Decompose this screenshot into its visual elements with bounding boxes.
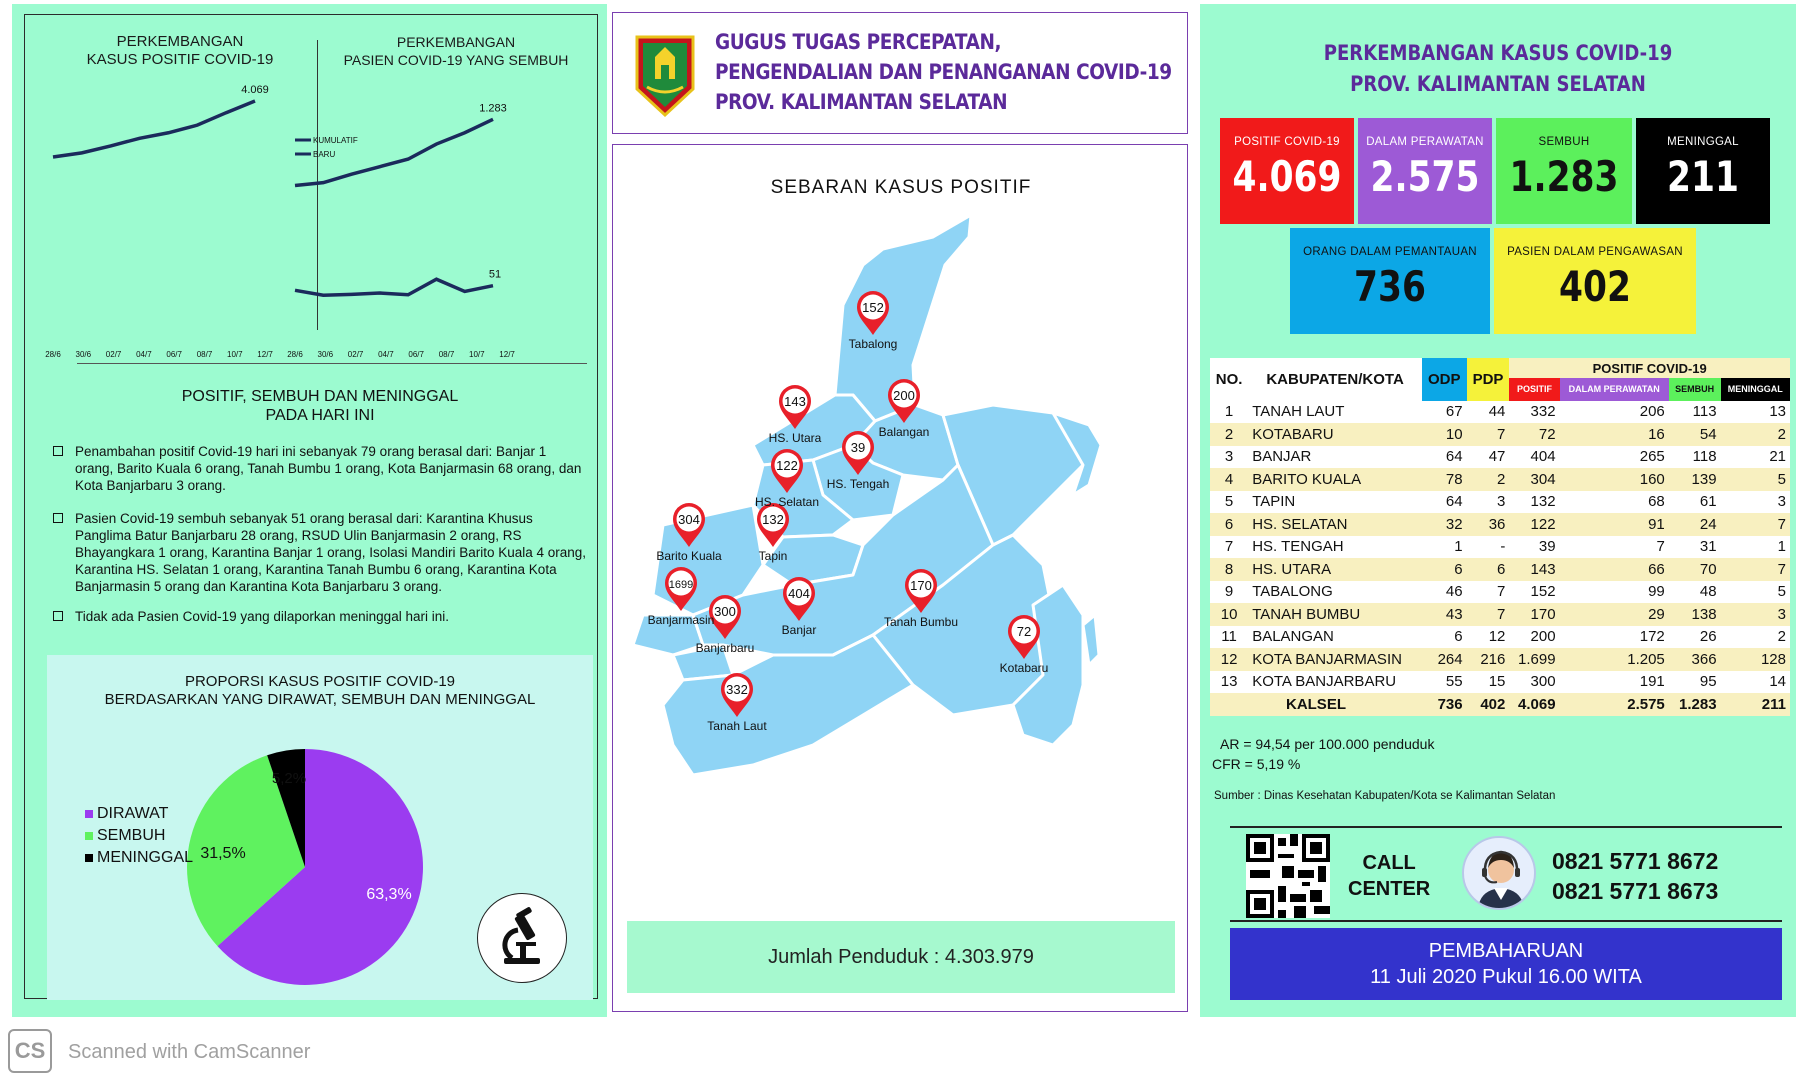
pie-legend-label: MENINGGAL bbox=[97, 849, 194, 866]
pie-legend-label: SEMBUH bbox=[97, 827, 166, 844]
table-cell: 332 bbox=[1530, 403, 1556, 421]
pin-label: Barito Kuala bbox=[656, 549, 722, 563]
table-cell: 1.205 bbox=[1627, 650, 1665, 668]
bullet-item bbox=[53, 608, 588, 625]
pin-label: HS. Utara bbox=[768, 431, 822, 445]
task-force-header bbox=[612, 12, 1188, 134]
recovered-new-line bbox=[295, 279, 493, 295]
table-cell: 99 bbox=[1648, 583, 1665, 601]
contact-divider-bottom bbox=[1230, 920, 1782, 922]
table-cell: 10 bbox=[1220, 605, 1238, 623]
table-cell: 47 bbox=[1488, 448, 1506, 466]
table-cell: 67 bbox=[1445, 403, 1463, 421]
col-header-positive: POSITIF bbox=[1509, 378, 1559, 401]
table-cell: 6 bbox=[1224, 515, 1234, 533]
x-tick-label: 30/6 bbox=[317, 350, 334, 359]
pie-legend bbox=[85, 803, 193, 869]
x-tick-label: 28/6 bbox=[287, 350, 303, 359]
phone-numbers bbox=[1552, 846, 1718, 906]
table-row bbox=[1210, 626, 1790, 649]
table-cell: 13 bbox=[1220, 673, 1238, 691]
table-cell: 78 bbox=[1445, 470, 1463, 488]
table-cell: HS. SELATAN bbox=[1252, 515, 1348, 533]
positive-end-label: 4.069 bbox=[241, 83, 269, 96]
table-cell: 9 bbox=[1224, 583, 1234, 601]
table-row bbox=[1210, 446, 1790, 469]
table-row bbox=[1210, 671, 1790, 694]
table-cell: 29 bbox=[1648, 605, 1665, 623]
table-total-cell: 736 bbox=[1422, 693, 1467, 716]
table-cell: 132 bbox=[1530, 493, 1556, 511]
table-cell: 95 bbox=[1699, 673, 1717, 691]
district-table bbox=[1210, 358, 1790, 716]
camscanner-logo: CS bbox=[8, 1029, 52, 1073]
line-charts bbox=[25, 15, 599, 375]
table-cell: 128 bbox=[1760, 650, 1786, 668]
call-center-label bbox=[1348, 850, 1430, 902]
table-cell: 64 bbox=[1445, 448, 1463, 466]
table-cell: BALANGAN bbox=[1252, 628, 1334, 646]
positive-trend-title-line2: KASUS POSITIF COVID-19 bbox=[86, 51, 274, 68]
map-region-laut-island bbox=[1083, 615, 1099, 665]
table-total-cell: 402 bbox=[1467, 693, 1510, 716]
table-cell: 11 bbox=[1221, 628, 1237, 646]
province-title bbox=[1242, 38, 1755, 100]
table-cell: 72 bbox=[1538, 425, 1556, 443]
table-cell: 143 bbox=[1530, 560, 1556, 578]
table-cell: KOTABARU bbox=[1252, 425, 1334, 443]
table-row bbox=[1210, 558, 1790, 581]
table-cell: 2 bbox=[1777, 628, 1786, 646]
table-cell: 32 bbox=[1445, 515, 1463, 533]
table-cell: HS. TENGAH bbox=[1252, 538, 1344, 556]
table-row bbox=[1210, 648, 1790, 671]
table-cell: 191 bbox=[1639, 673, 1665, 691]
table-cell: 10 bbox=[1445, 425, 1463, 443]
task-force-title-line1: GUGUS TUGAS PERCEPATAN, bbox=[715, 30, 1002, 54]
table-cell: 264 bbox=[1437, 650, 1463, 668]
pie-legend-swatch bbox=[85, 854, 93, 862]
pin-label: Tabalong bbox=[848, 337, 898, 351]
table-cell: 2 bbox=[1777, 425, 1786, 443]
stat-odp bbox=[1290, 228, 1490, 334]
table-cell: KOTA BANJARBARU bbox=[1252, 673, 1397, 691]
table-total-cell: 4.069 bbox=[1509, 693, 1559, 716]
table-cell: 64 bbox=[1445, 493, 1463, 511]
line-chart-baseline bbox=[77, 363, 587, 364]
pie-title-line1: PROPORSI KASUS POSITIF COVID-19 bbox=[184, 673, 456, 690]
qr-code-icon[interactable] bbox=[1246, 834, 1330, 918]
col-header-district: KABUPATEN/KOTA bbox=[1266, 370, 1404, 388]
table-cell: 5 bbox=[1777, 583, 1786, 601]
pin-value: 332 bbox=[726, 682, 748, 697]
x-tick-label: 06/7 bbox=[166, 350, 182, 359]
pin-value: 72 bbox=[1016, 624, 1032, 639]
stat-recovered bbox=[1496, 118, 1632, 224]
table-cell: 91 bbox=[1648, 515, 1665, 533]
phone-number[interactable]: 0821 5771 8673 bbox=[1552, 878, 1719, 904]
table-cell: 300 bbox=[1530, 673, 1556, 691]
task-force-title bbox=[715, 27, 1172, 117]
today-title bbox=[45, 387, 595, 425]
table-cell: 16 bbox=[1648, 425, 1665, 443]
stat-treated bbox=[1358, 118, 1492, 224]
call-center-line2: CENTER bbox=[1348, 878, 1431, 900]
recovered-new-end-label: 51 bbox=[488, 268, 502, 281]
stat-treated-value: 2.575 bbox=[1370, 152, 1480, 201]
recovered-trend-title-line1: PERKEMBANGAN bbox=[396, 34, 516, 50]
case-fatality-rate: CFR = 5,19 % bbox=[1212, 756, 1301, 772]
bullet-text: Penambahan positif Covid-19 hari ini sebanyak 79 orang berasal dari: Banjar 1 orang, Barito Kuala 6 orang, Tanah Bumbu 1 orang, Kota Banjarmasin 68 orang, dan Kota Banjarbaru 3 orang. bbox=[75, 444, 582, 493]
pin-value: 152 bbox=[862, 300, 884, 315]
pie-legend-item bbox=[85, 825, 193, 847]
pin-value: 122 bbox=[776, 458, 798, 473]
table-cell: - bbox=[1500, 538, 1506, 556]
table-cell: 70 bbox=[1699, 560, 1717, 578]
table-cell: 304 bbox=[1530, 470, 1556, 488]
col-header-odp: ODP bbox=[1422, 358, 1467, 401]
right-panel bbox=[1200, 4, 1796, 1017]
pin-label: HS. Selatan bbox=[754, 495, 820, 509]
table-cell: 3 bbox=[1497, 493, 1506, 511]
stat-pdp-label: PASIEN DALAM PENGAWASAN bbox=[1507, 246, 1683, 258]
x-tick-label: 04/7 bbox=[136, 350, 152, 359]
table-cell: 5 bbox=[1224, 493, 1234, 511]
table-cell: 13 bbox=[1769, 403, 1786, 421]
table-cell: 139 bbox=[1691, 470, 1717, 488]
table-cell: 1.699 bbox=[1518, 650, 1556, 668]
attack-rate: AR = 94,54 per 100.000 penduduk bbox=[1220, 736, 1435, 752]
col-header-treated: DALAM PERAWATAN bbox=[1560, 378, 1669, 401]
stat-odp-label: ORANG DALAM PEMANTAUAN bbox=[1303, 246, 1477, 258]
table-cell: 6 bbox=[1454, 560, 1463, 578]
table-total-cell: 1.283 bbox=[1669, 693, 1721, 716]
table-cell: 170 bbox=[1530, 605, 1556, 623]
x-tick-label: 02/7 bbox=[347, 350, 364, 359]
population-label: Jumlah Penduduk : 4.303.979 bbox=[627, 921, 1175, 993]
pin-label: Tapin bbox=[758, 549, 788, 563]
pin-value: 200 bbox=[893, 388, 915, 403]
pin-label: Banjarbaru bbox=[695, 641, 755, 655]
pin-label: Tanah Laut bbox=[707, 719, 767, 733]
table-cell: 113 bbox=[1692, 403, 1717, 421]
pin-value: 143 bbox=[784, 394, 806, 409]
table-cell: 66 bbox=[1648, 560, 1665, 578]
table-cell: 6 bbox=[1497, 560, 1506, 578]
table-cell: 7 bbox=[1656, 538, 1665, 556]
table-cell: 6 bbox=[1454, 628, 1463, 646]
pin-label: Banjar bbox=[781, 623, 817, 637]
checkbox-bullet-icon bbox=[53, 446, 63, 456]
table-row bbox=[1210, 603, 1790, 626]
table-cell: 14 bbox=[1769, 673, 1786, 691]
table-cell: 26 bbox=[1699, 628, 1717, 646]
bullet-text: Pasien Covid-19 sembuh sebanyak 51 orang berasal dari: Karantina Khusus Panglima Batur Banjarbaru 28 orang, RSUD Ulin Banjarmasin 2 orang, RS Bhayangkara 1 orang, Karantina Banjar 1 orang, Isolasi Mandiri Barito Kuala 4 orang, Karantina HS. Selatan 1 orang, Karantina Tanah Bumbu 6 orang, Karantina Kota Banjarmasin 5 orang dan Karantina Kota Banjarbaru 3 orang. bbox=[75, 511, 587, 594]
recovered-end-label: 1.283 bbox=[479, 102, 507, 115]
legend-label: KUMULATIF bbox=[313, 136, 358, 145]
table-row bbox=[1210, 468, 1790, 491]
stat-pdp bbox=[1494, 228, 1696, 334]
pin-label: Kotabaru bbox=[999, 661, 1049, 675]
table-cell: 152 bbox=[1530, 583, 1556, 601]
stat-pdp-value: 402 bbox=[1559, 262, 1631, 311]
table-cell: 2 bbox=[1224, 425, 1234, 443]
table-cell: 3 bbox=[1777, 605, 1786, 623]
table-cell: 366 bbox=[1691, 650, 1717, 668]
province-title-line1: PERKEMBANGAN KASUS COVID-19 bbox=[1323, 41, 1673, 65]
phone-number[interactable]: 0821 5771 8672 bbox=[1552, 848, 1719, 874]
pie-label-meninggal: 5,2% bbox=[271, 770, 307, 787]
table-cell: TABALONG bbox=[1252, 583, 1333, 601]
table-cell: 200 bbox=[1530, 628, 1556, 646]
table-cell: 118 bbox=[1692, 448, 1717, 466]
table-cell: 7 bbox=[1777, 560, 1786, 578]
table-cell: BARITO KUALA bbox=[1252, 470, 1362, 488]
table-cell: 1 bbox=[1454, 538, 1463, 556]
distribution-map-panel bbox=[612, 144, 1188, 1012]
task-force-title-line2: PENGENDALIAN DAN PENANGANAN COVID-19 bbox=[715, 60, 1172, 84]
table-cell: TAPIN bbox=[1252, 493, 1296, 511]
table-cell: 160 bbox=[1639, 470, 1665, 488]
stat-deaths-label: MENINGGAL bbox=[1667, 136, 1739, 148]
pin-value: 304 bbox=[678, 512, 700, 527]
table-row bbox=[1210, 423, 1790, 446]
provincial-emblem-icon bbox=[633, 31, 697, 119]
bullet-item bbox=[53, 443, 588, 494]
table-cell: 21 bbox=[1769, 448, 1786, 466]
microscope-icon bbox=[477, 893, 567, 983]
table-cell: KOTA BANJARMASIN bbox=[1252, 650, 1402, 668]
stat-treated-label: DALAM PERAWATAN bbox=[1366, 136, 1484, 148]
x-tick-label: 28/6 bbox=[45, 350, 61, 359]
table-cell: 8 bbox=[1224, 560, 1234, 578]
x-tick-label: 12/7 bbox=[499, 350, 515, 359]
table-cell: 3 bbox=[1224, 448, 1234, 466]
table-cell: 216 bbox=[1480, 650, 1506, 668]
stat-positive-value: 4.069 bbox=[1232, 152, 1342, 201]
pin-value: 170 bbox=[910, 578, 932, 593]
table-cell: HS. UTARA bbox=[1252, 560, 1332, 578]
pie-legend-swatch bbox=[85, 810, 93, 818]
table-cell: BANJAR bbox=[1252, 448, 1312, 466]
pin-label: Balangan bbox=[878, 425, 930, 439]
table-cell: 12 bbox=[1488, 628, 1506, 646]
update-datetime: 11 Juli 2020 Pukul 16.00 WITA bbox=[1370, 966, 1642, 988]
stat-positive bbox=[1220, 118, 1354, 224]
positive-trend-title-line1: PERKEMBANGAN bbox=[116, 33, 244, 50]
table-total-cell: 2.575 bbox=[1560, 693, 1669, 716]
province-map bbox=[613, 145, 1189, 915]
table-cell: TANAH LAUT bbox=[1252, 403, 1345, 421]
stat-recovered-label: SEMBUH bbox=[1538, 136, 1590, 148]
pin-value: 1699 bbox=[668, 579, 694, 591]
table-cell: 54 bbox=[1699, 425, 1717, 443]
update-label: PEMBAHARUAN bbox=[1428, 940, 1584, 962]
pie-label-dirawat: 63,3% bbox=[366, 886, 412, 903]
stat-deaths bbox=[1636, 118, 1770, 224]
table-row bbox=[1210, 536, 1790, 559]
pin-label: HS. Tengah bbox=[826, 477, 890, 491]
pie-section bbox=[47, 655, 593, 1000]
x-tick-label: 10/7 bbox=[227, 350, 243, 359]
stat-positive-label: POSITIF COVID-19 bbox=[1234, 136, 1340, 148]
pin-label: Banjarmasin bbox=[647, 613, 715, 627]
col-header-no: NO. bbox=[1215, 370, 1243, 388]
today-title-line1: POSITIF, SEMBUH DAN MENINGGAL bbox=[181, 388, 459, 405]
pie-legend-item bbox=[85, 803, 193, 825]
headset-agent-icon bbox=[1462, 836, 1536, 910]
data-source: Sumber : Dinas Kesehatan Kabupaten/Kota se Kalimantan Selatan bbox=[1214, 790, 1556, 802]
table-cell: 122 bbox=[1530, 515, 1556, 533]
table-row bbox=[1210, 491, 1790, 514]
table-cell: 24 bbox=[1699, 515, 1717, 533]
call-center-line1: CALL bbox=[1362, 852, 1416, 874]
table-cell: 12 bbox=[1220, 650, 1238, 668]
province-title-line2: PROV. KALIMANTAN SELATAN bbox=[1350, 72, 1646, 96]
stat-recovered-value: 1.283 bbox=[1509, 152, 1619, 201]
pie-legend-swatch bbox=[85, 832, 93, 840]
table-total-label: KALSEL bbox=[1210, 693, 1422, 716]
table-row bbox=[1210, 581, 1790, 604]
table-cell: 206 bbox=[1639, 403, 1665, 421]
col-header-deaths: MENINGGAL bbox=[1721, 378, 1790, 401]
bullet-item bbox=[53, 510, 588, 595]
table-row bbox=[1210, 401, 1790, 424]
table-cell: 31 bbox=[1699, 538, 1717, 556]
table-cell: 1 bbox=[1224, 403, 1234, 421]
table-cell: 172 bbox=[1639, 628, 1665, 646]
table-cell: 265 bbox=[1639, 448, 1665, 466]
table-cell: 7 bbox=[1497, 583, 1506, 601]
table-cell: 1 bbox=[1777, 538, 1786, 556]
table-row bbox=[1210, 513, 1790, 536]
recovered-trend-title-line2: PASIEN COVID-19 YANG SEMBUH bbox=[343, 52, 569, 68]
pin-label: Tanah Bumbu bbox=[883, 615, 959, 629]
pin-value: 300 bbox=[714, 604, 736, 619]
table-cell: 7 bbox=[1497, 425, 1506, 443]
map-title: SEBARAN KASUS POSITIF bbox=[770, 177, 1032, 198]
district-table-body bbox=[1210, 401, 1790, 716]
table-cell: 404 bbox=[1530, 448, 1556, 466]
pin-value: 132 bbox=[762, 512, 784, 527]
table-cell: 39 bbox=[1538, 538, 1556, 556]
table-cell: 5 bbox=[1777, 470, 1786, 488]
table-total-cell: 211 bbox=[1721, 693, 1790, 716]
scanned-watermark: Scanned with CamScanner bbox=[68, 1041, 311, 1063]
legend-label: BARU bbox=[313, 150, 336, 159]
table-cell: 2 bbox=[1497, 470, 1506, 488]
table-cell: 36 bbox=[1488, 515, 1506, 533]
table-cell: 3 bbox=[1777, 493, 1786, 511]
task-force-title-line3: PROV. KALIMANTAN SELATAN bbox=[715, 90, 1008, 114]
contact-divider-top bbox=[1230, 826, 1782, 828]
stat-deaths-value: 211 bbox=[1667, 152, 1739, 201]
table-cell: TANAH BUMBU bbox=[1252, 605, 1361, 623]
table-cell: 7 bbox=[1224, 538, 1234, 556]
col-header-recovered: SEMBUH bbox=[1669, 378, 1721, 401]
left-panel bbox=[12, 4, 607, 1017]
pin-value: 39 bbox=[850, 440, 866, 455]
table-cell: 7 bbox=[1777, 515, 1786, 533]
table-cell: 43 bbox=[1445, 605, 1463, 623]
x-tick-label: 08/7 bbox=[438, 350, 455, 359]
bullet-text: Tidak ada Pasien Covid-19 yang dilaporkan meninggal hari ini. bbox=[75, 609, 449, 624]
col-header-positive-group: POSITIF COVID-19 bbox=[1509, 358, 1790, 378]
pie-title-line2: BERDASARKAN YANG DIRAWAT, SEMBUH DAN MENINGGAL bbox=[104, 691, 536, 708]
table-cell: 7 bbox=[1497, 605, 1506, 623]
positive-cumulative-line bbox=[53, 101, 255, 157]
table-cell: 15 bbox=[1488, 673, 1506, 691]
left-inner-frame bbox=[24, 14, 598, 999]
x-tick-label: 08/7 bbox=[196, 350, 213, 359]
x-tick-label: 06/7 bbox=[408, 350, 424, 359]
col-header-pdp: PDP bbox=[1467, 358, 1510, 401]
x-tick-label: 02/7 bbox=[105, 350, 122, 359]
x-tick-label: 30/6 bbox=[75, 350, 92, 359]
today-title-line2: PADA HARI INI bbox=[265, 407, 375, 424]
x-tick-label: 12/7 bbox=[257, 350, 273, 359]
update-banner bbox=[1230, 928, 1782, 1000]
table-cell: 61 bbox=[1699, 493, 1717, 511]
x-tick-label: 04/7 bbox=[378, 350, 394, 359]
pin-value: 404 bbox=[788, 586, 810, 601]
stat-odp-value: 736 bbox=[1354, 262, 1426, 311]
table-cell: 46 bbox=[1445, 583, 1463, 601]
table-cell: 4 bbox=[1224, 470, 1234, 488]
checkbox-bullet-icon bbox=[53, 513, 63, 523]
checkbox-bullet-icon bbox=[53, 611, 63, 621]
table-cell: 138 bbox=[1691, 605, 1717, 623]
table-cell: 68 bbox=[1648, 493, 1665, 511]
pie-legend-item bbox=[85, 847, 193, 869]
pie-legend-label: DIRAWAT bbox=[97, 805, 169, 822]
table-cell: 55 bbox=[1445, 673, 1463, 691]
table-total-row bbox=[1210, 693, 1790, 716]
pie-label-sembuh: 31,5% bbox=[200, 845, 246, 862]
x-tick-label: 10/7 bbox=[469, 350, 485, 359]
table-cell: 44 bbox=[1488, 403, 1506, 421]
table-cell: 48 bbox=[1699, 583, 1717, 601]
